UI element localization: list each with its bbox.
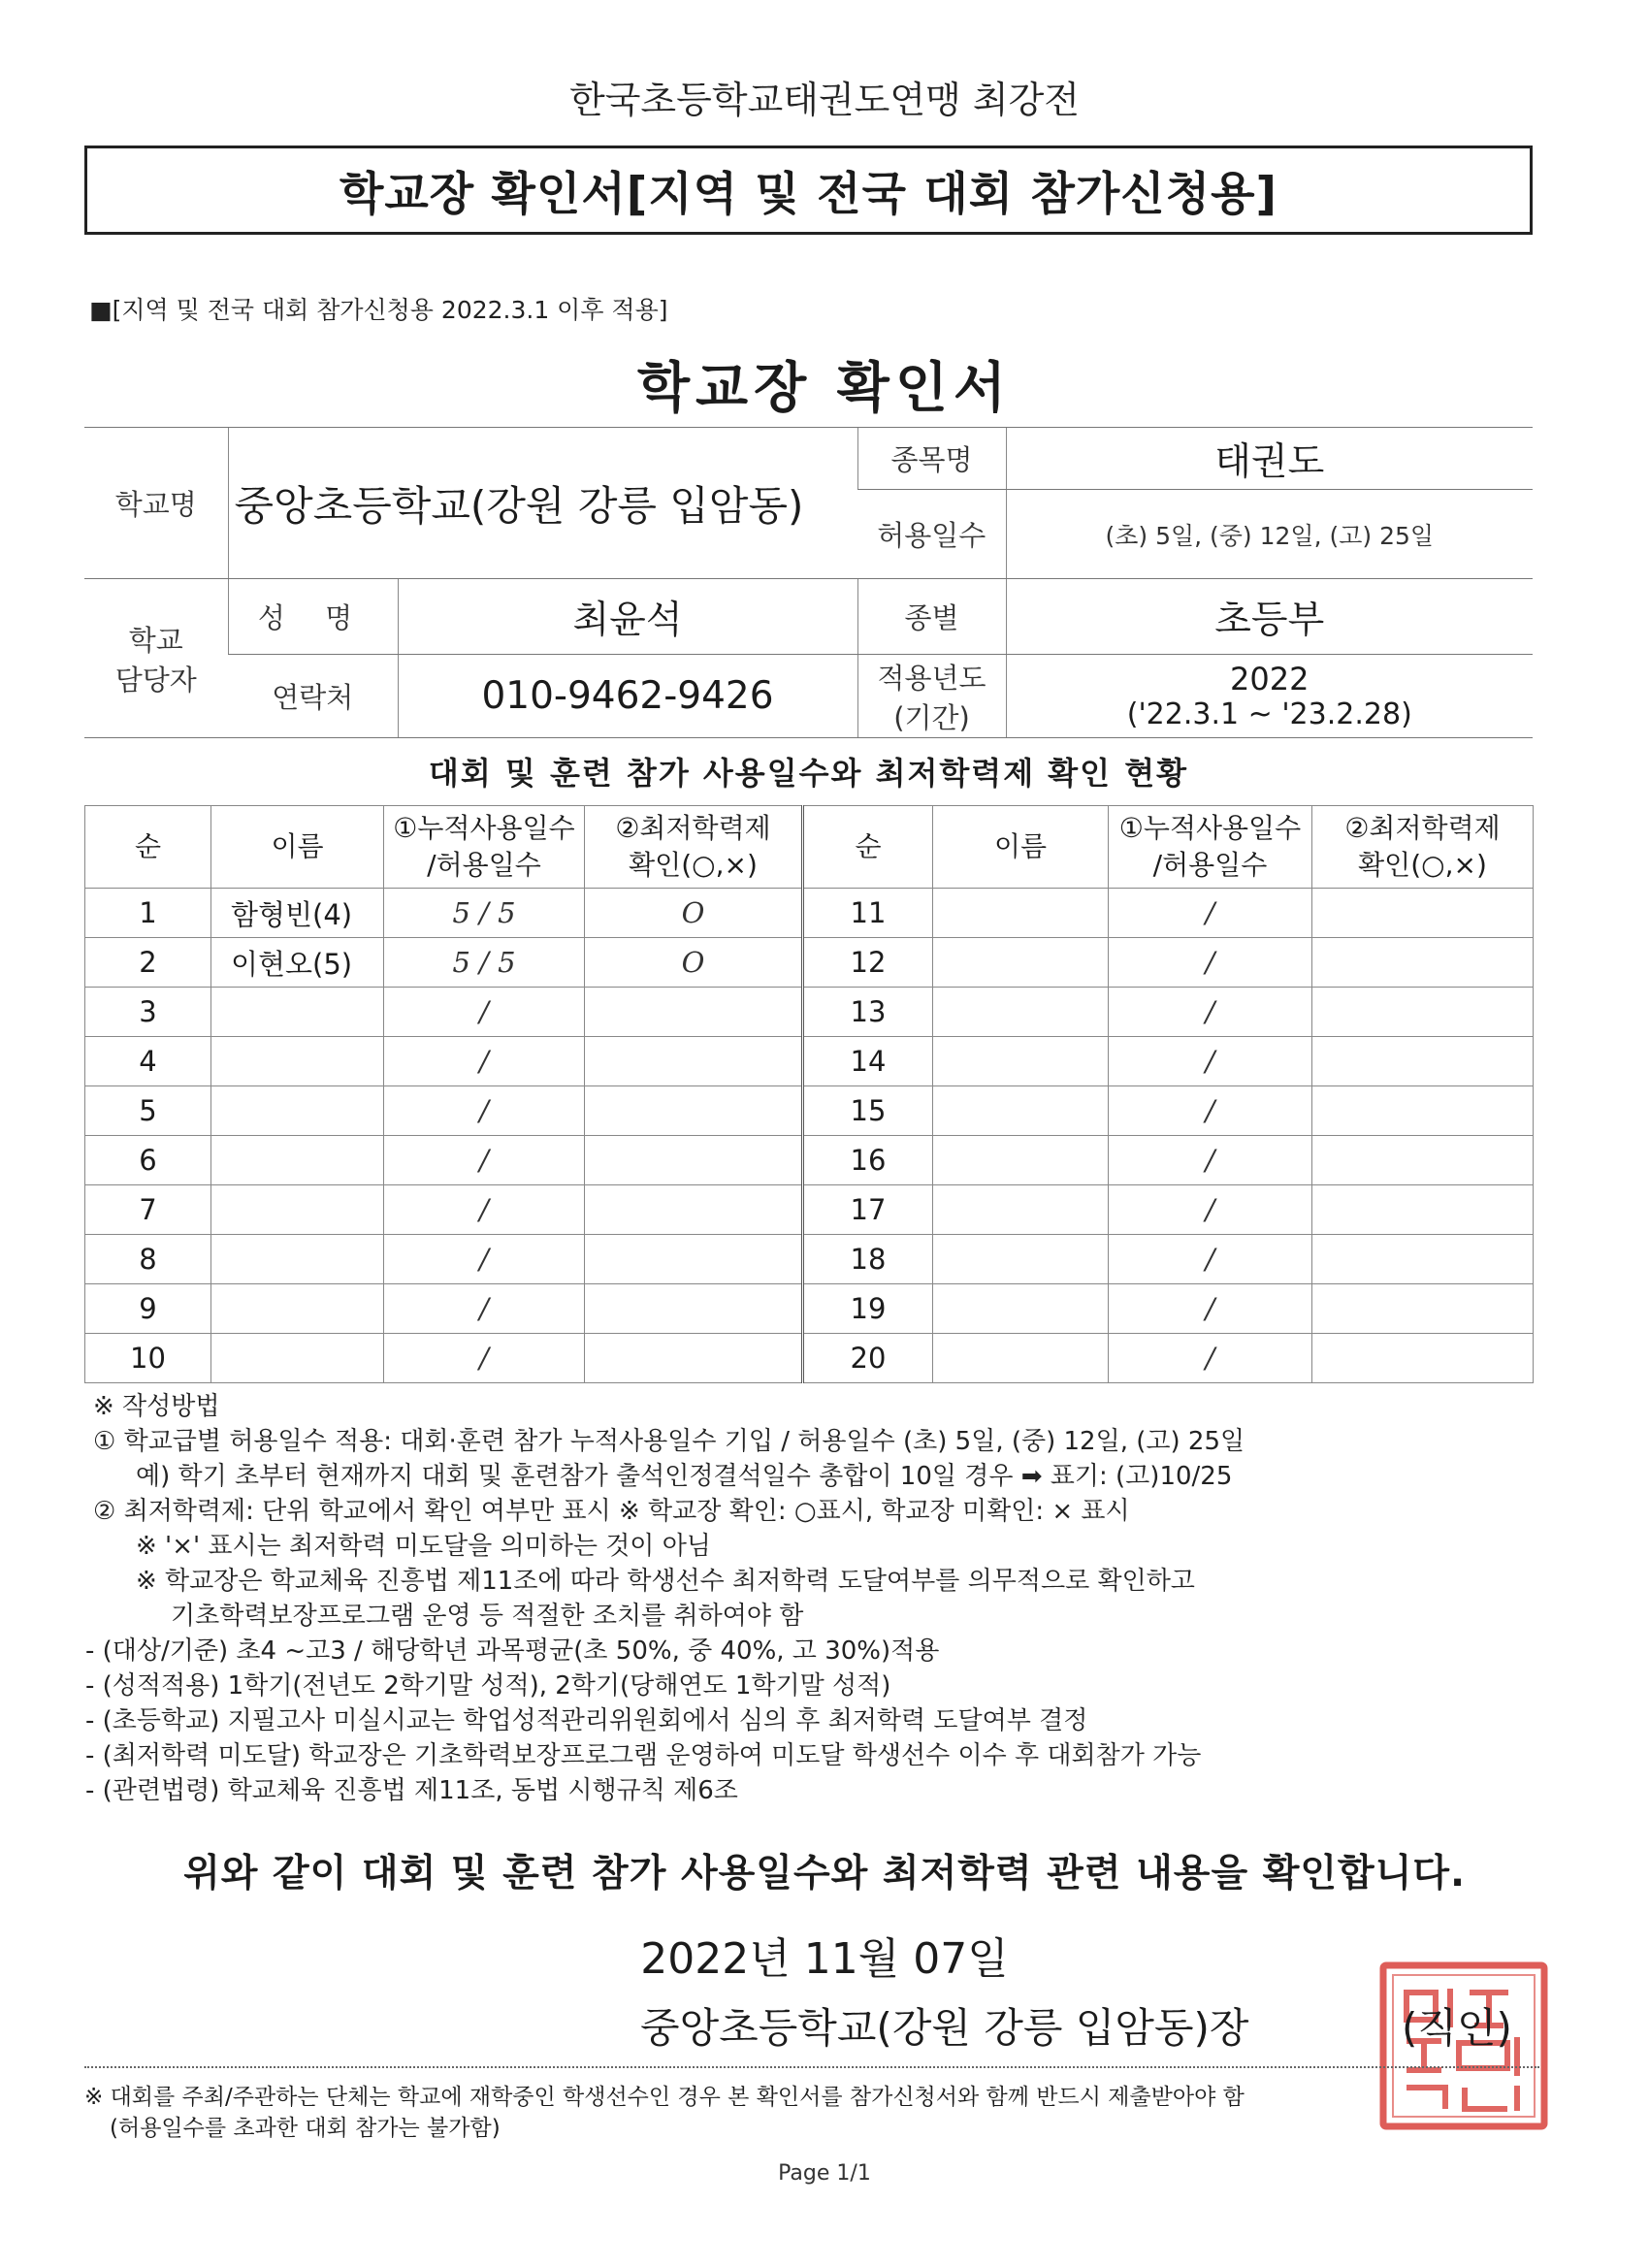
grade-check [585,988,803,1037]
confirmation-statement: 위와 같이 대회 및 훈련 참가 사용일수와 최저학력 관련 내용을 확인합니다. [183,1852,1466,1895]
days-used: 5 / 5 [384,889,585,938]
row-no: 15 [803,1086,933,1136]
student-name [211,1136,384,1185]
year-value [1006,655,1533,738]
row-no: 9 [85,1284,211,1334]
principal-name: 중앙초등학교(강원 강릉 입암동)장 [640,2004,1249,2052]
status-section-title: 대회 및 훈련 참가 사용일수와 최저학력제 확인 현황 [428,755,1189,792]
grade-check [1312,938,1534,988]
grade-check [1312,1086,1534,1136]
days-used: 5 / 5 [384,938,585,988]
allowed-days-value: (초) 5일, (중) 12일, (고) 25일 [1006,490,1533,579]
days-used: / [384,1284,585,1334]
table-row [85,1185,1534,1235]
student-name: 함형빈(4) [211,889,384,938]
manager-label-line-1: 학교 [128,623,183,657]
col-no-right: 순 [803,806,933,889]
grade-check [585,1235,803,1284]
year-label [857,655,1006,738]
student-name [211,1235,384,1284]
student-name [933,1086,1109,1136]
student-name [933,1037,1109,1086]
grade-check [585,1086,803,1136]
row-no: 2 [85,938,211,988]
days-used: / [1109,1037,1312,1086]
instructions [85,1389,1548,1808]
table-row [85,1235,1534,1284]
category-value: 초등부 [1006,579,1533,655]
instruction-item: 기초학력보장프로그램 운영 등 적절한 조치를 취하여야 함 [171,1602,804,1631]
year-value-line-2: ('22.3.1 ~ '23.2.28) [1126,697,1412,731]
instruction-item: - (초등학교) 지필고사 미실시교는 학업성적관리위원회에서 심의 후 최저학력 도달여부 결정 [85,1706,1088,1735]
student-name [211,1037,384,1086]
days-used: / [384,1086,585,1136]
row-no: 12 [803,938,933,988]
grade-check [1312,1185,1534,1235]
col-name-right: 이름 [933,806,1109,889]
row-no: 14 [803,1037,933,1086]
instruction-item: - (최저학력 미도달) 학교장은 기초학력보장프로그램 운영하여 미도달 학생선수 이수 후 대회참가 가능 [85,1741,1202,1770]
days-used: / [1109,938,1312,988]
row-no: 17 [803,1185,933,1235]
page-number: Page 1/1 [778,2161,871,2186]
student-name [933,938,1109,988]
row-no: 10 [85,1334,211,1383]
usage-note: ■[지역 및 전국 대회 참가신청용 2022.3.1 이후 적용] [89,296,668,324]
student-name [211,1185,384,1235]
row-no: 6 [85,1136,211,1185]
student-name [933,1284,1109,1334]
contact-value: 010-9462-9426 [398,655,857,738]
grade-check [1312,1136,1534,1185]
grade-check: O [585,889,803,938]
sport-label: 종목명 [857,428,1006,490]
name-label: 성 명 [228,579,398,655]
student-name [211,988,384,1037]
allowed-days-label: 허용일수 [857,490,1006,579]
student-name [933,1235,1109,1284]
instruction-item: ※ 학교장은 학교체육 진흥법 제11조에 따라 학생선수 최저학력 도달여부를 의무적으로 확인하고 [136,1567,1195,1596]
grade-check [1312,1235,1534,1284]
manager-label-line-2: 담당자 [114,663,197,697]
row-no: 20 [803,1334,933,1383]
instruction-item: - (성적적용) 1학기(전년도 2학기말 성적), 2학기(당해연도 1학기말 성적) [85,1671,891,1701]
contact-label: 연락처 [228,655,398,738]
col-days-line-2: /허용일수 [427,849,541,881]
col-days [384,806,585,889]
school-label: 학교명 [84,428,228,579]
row-no: 5 [85,1086,211,1136]
student-name [933,889,1109,938]
manager-label [84,579,228,738]
student-name [211,1086,384,1136]
seal-label: (직인) [1402,2004,1512,2052]
info-table [84,427,1533,738]
days-used: / [384,1185,585,1235]
document-title: 학교장 확인서 [636,357,1013,420]
table-row [85,1334,1534,1383]
days-used: / [1109,1086,1312,1136]
year-label-line-1: 적용년도 [877,661,986,695]
col-days-right-line-1: ①누적사용일수 [1118,812,1302,844]
footer-note [84,2066,1539,2144]
grade-check [585,1334,803,1383]
table-row [85,1086,1534,1136]
row-no: 4 [85,1037,211,1086]
col-check-right-line-1: ②최저학력제 [1344,812,1501,844]
row-no: 11 [803,889,933,938]
days-used: / [384,1235,585,1284]
instruction-item: - (대상/기준) 초4 ~고3 / 해당학년 과목평균(초 50%, 중 40%, 고 30%)적용 [85,1636,940,1666]
student-name [933,1334,1109,1383]
instruction-item: 예) 학기 초부터 현재까지 대회 및 훈련참가 출석인정결석일수 총합이 10일 경우 ➡ 표기: (고)10/25 [136,1462,1233,1491]
col-check [585,806,803,889]
grade-check [585,1136,803,1185]
days-used: / [1109,889,1312,938]
instruction-item: - (관련법령) 학교체육 진흥법 제11조, 동법 시행규칙 제6조 [85,1776,738,1805]
grade-check [1312,1334,1534,1383]
student-name [933,988,1109,1037]
instruction-item: ※ '×' 표시는 최저학력 미도달을 의미하는 것이 아님 [136,1532,711,1561]
row-no: 16 [803,1136,933,1185]
year-value-line-1: 2022 [1230,661,1310,697]
footer-note-line-2: (허용일수를 초과한 대회 참가는 불가함) [110,2116,501,2141]
table-row [85,1284,1534,1334]
grade-check: O [585,938,803,988]
grade-check [1312,1037,1534,1086]
instruction-heading: ※ 작성방법 [93,1392,220,1421]
instruction-item: ② 최저학력제: 단위 학교에서 확인 여부만 표시 ※ 학교장 확인: ○표시, 학교장 미확인: × 표시 [93,1497,1130,1526]
col-no: 순 [85,806,211,889]
days-used: / [384,988,585,1037]
grade-check [1312,1284,1534,1334]
days-used: / [1109,1235,1312,1284]
organization-title: 한국초등학교태권도연맹 최강전 [569,79,1080,121]
status-header-row [85,806,1534,889]
col-days-right [1109,806,1312,889]
days-used: / [1109,1136,1312,1185]
table-row [85,938,1534,988]
col-days-line-1: ①누적사용일수 [393,812,575,844]
row-no: 7 [85,1185,211,1235]
name-value: 최윤석 [398,579,857,655]
table-row [85,889,1534,938]
col-days-right-line-2: /허용일수 [1152,849,1268,881]
grade-check [585,1185,803,1235]
table-row [85,1136,1534,1185]
boxed-title: 학교장 확인서[지역 및 전국 대회 참가신청용] [84,146,1533,235]
year-label-line-2: (기간) [893,700,970,734]
confirmation-date: 2022년 11월 07일 [640,1934,1009,1984]
days-used: / [1109,988,1312,1037]
status-table [84,805,1534,1383]
student-name [211,1334,384,1383]
days-used: / [1109,1185,1312,1235]
days-used: / [1109,1284,1312,1334]
grade-check [1312,988,1534,1037]
days-used: / [384,1136,585,1185]
student-name [211,1284,384,1334]
days-used: / [1109,1334,1312,1383]
school-value: 중앙초등학교(강원 강릉 입암동) [228,428,857,579]
sport-value: 태권도 [1006,428,1533,490]
table-row [85,988,1534,1037]
grade-check [1312,889,1534,938]
student-name [933,1136,1109,1185]
row-no: 1 [85,889,211,938]
row-no: 18 [803,1235,933,1284]
grade-check [585,1037,803,1086]
row-no: 13 [803,988,933,1037]
row-no: 19 [803,1284,933,1334]
col-name: 이름 [211,806,384,889]
instruction-item: ① 학교급별 허용일수 적용: 대회·훈련 참가 누적사용일수 기입 / 허용일수 (초) 5일, (중) 12일, (고) 25일 [93,1427,1245,1456]
days-used: / [384,1334,585,1383]
footer-note-line-1: ※ 대회를 주최/주관하는 단체는 학교에 재학중인 학생선수인 경우 본 확인서를 참가신청서와 함께 반드시 제출받아야 함 [84,2085,1245,2110]
category-label: 종별 [857,579,1006,655]
days-used: / [384,1037,585,1086]
row-no: 3 [85,988,211,1037]
col-check-line-1: ②최저학력제 [615,812,771,844]
row-no: 8 [85,1235,211,1284]
student-name [933,1185,1109,1235]
col-check-line-2: 확인(○,×) [629,849,758,881]
student-name: 이현오(5) [211,938,384,988]
table-row [85,1037,1534,1086]
col-check-right-line-2: 확인(○,×) [1358,849,1487,881]
grade-check [585,1284,803,1334]
col-check-right [1312,806,1534,889]
